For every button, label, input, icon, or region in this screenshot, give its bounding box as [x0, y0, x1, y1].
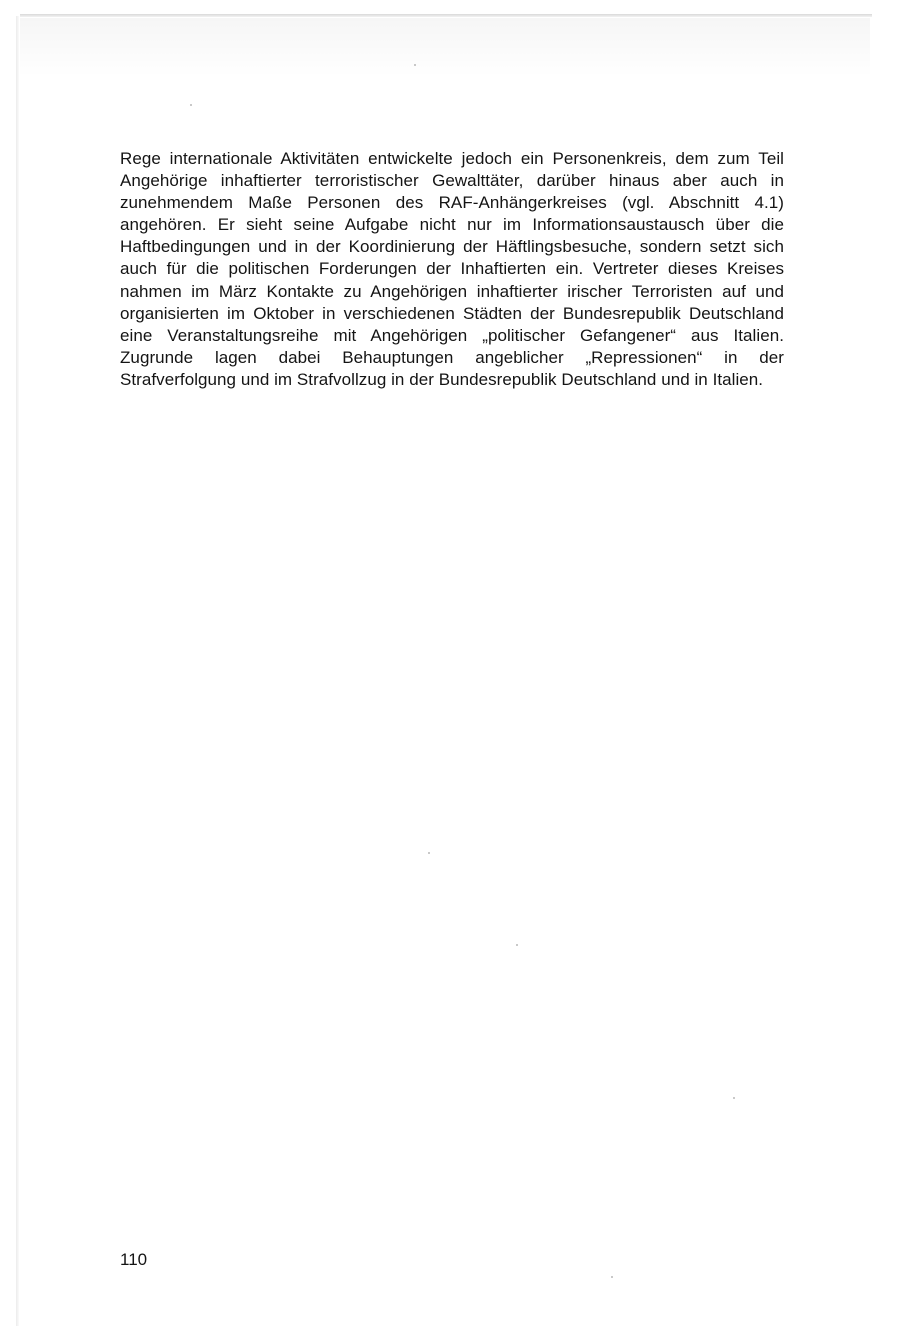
- scan-shadow: [20, 18, 870, 78]
- page-number: 110: [120, 1250, 148, 1269]
- scan-speck: [190, 104, 192, 106]
- body-paragraph: Rege internationale Aktivitäten entwickelte jedoch ein Personenkreis, dem zum Teil Angehörige inhaftierter terroristischer Gewalttäter, darüber hinaus aber auch in zunehmendem Maße Personen des RAF-Anhängerkreises (vgl. Abschnitt 4.1) angehören. Er sieht seine Aufgabe nicht nur im Informationsaustausch über die Haftbedingungen und in der Koordinierung der Häftlingsbesuche, sondern setzt sich auch für die politischen Forderungen der Inhaftierten ein. Vertreter dieses Kreises nahmen im März Kontakte zu Angehörigen inhaftierter irischer Terroristen auf und organisierten im Oktober in verschiedenen Städten der Bundesrepublik Deutschland eine Veranstaltungsreihe mit Angehörigen „politischer Gefangener“ aus Italien. Zugrunde lagen dabei Behauptungen angeblicher „Repressionen“ in der Strafverfolgung und im Strafvollzug in der Bundesrepublik Deutschland und in Italien.: [120, 149, 784, 389]
- scan-speck: [516, 944, 518, 946]
- scan-speck: [611, 1276, 613, 1278]
- scan-edge-left: [16, 16, 19, 1326]
- scan-speck: [428, 852, 430, 854]
- scan-speck: [733, 1097, 735, 1099]
- scan-edge-top: [20, 14, 872, 17]
- scan-speck: [414, 64, 416, 66]
